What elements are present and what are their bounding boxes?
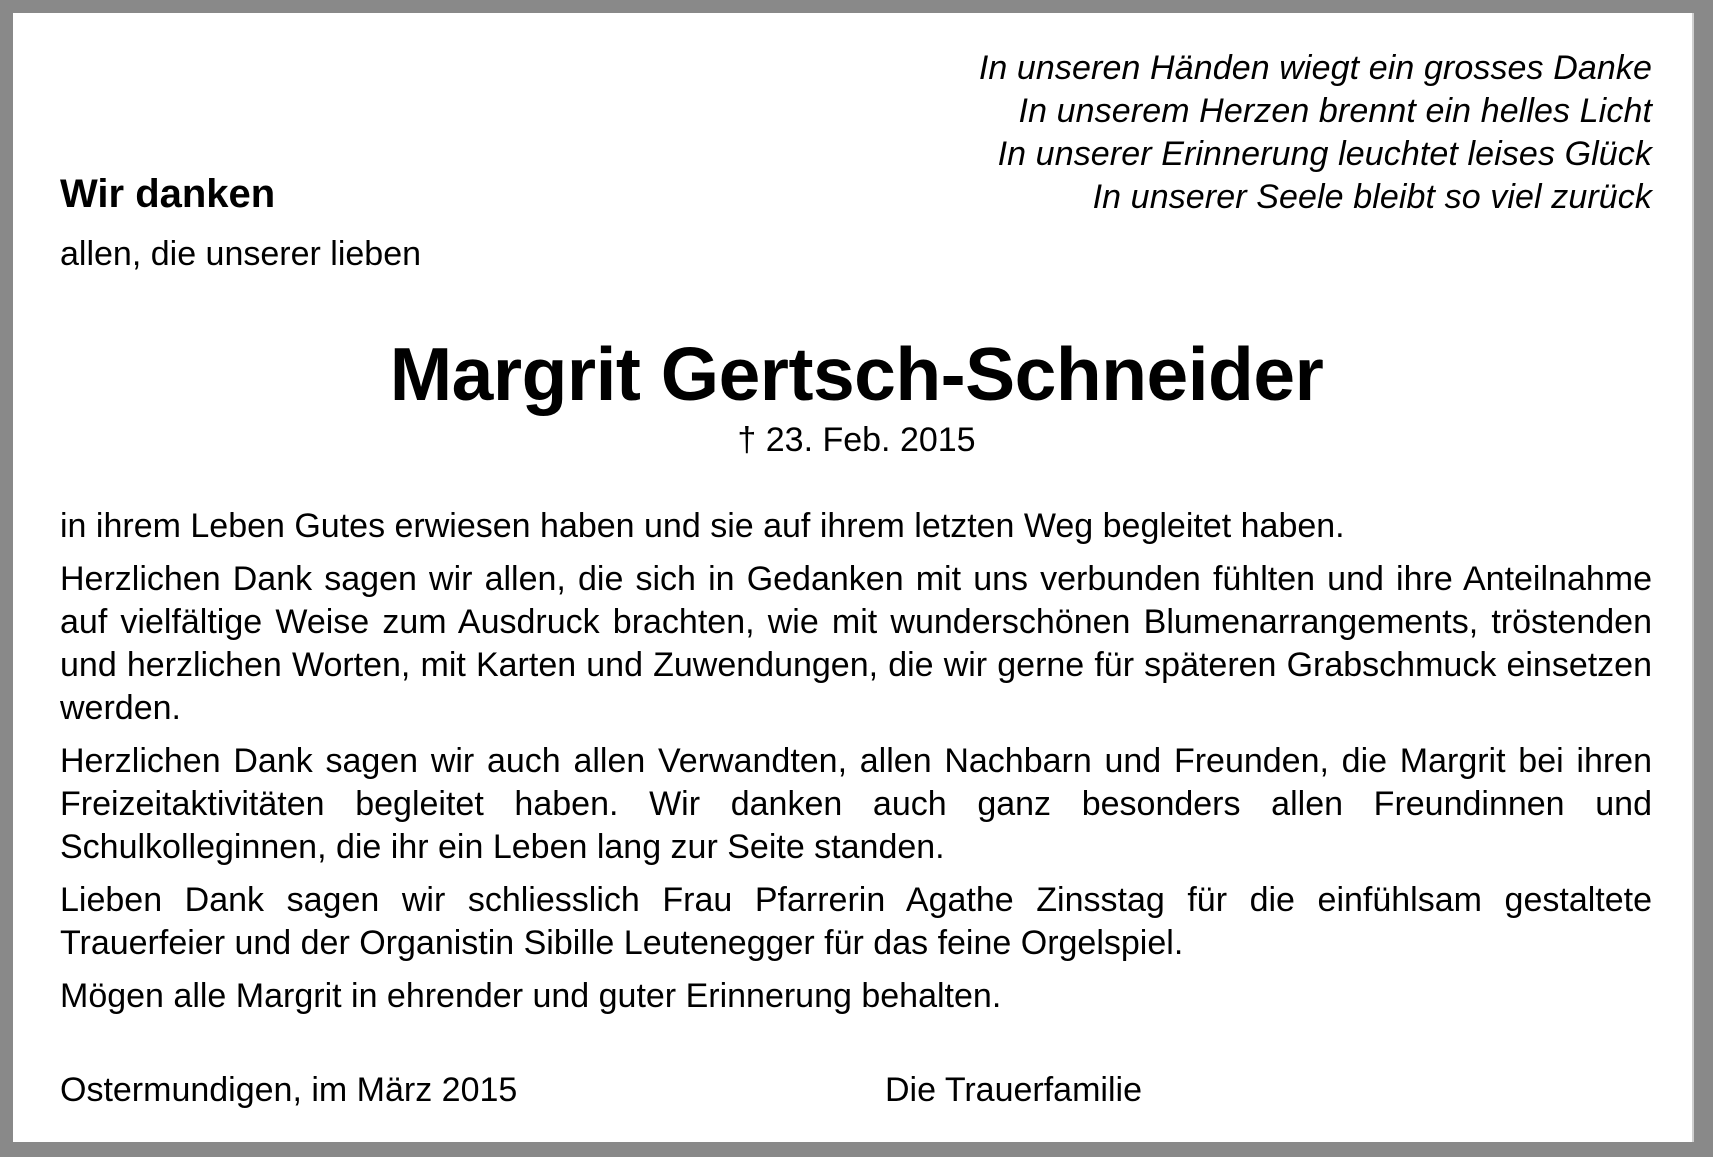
frame-edge	[1692, 13, 1694, 1142]
poem-line: In unserem Herzen brennt ein helles Licht	[1018, 92, 1652, 130]
body-paragraph: Herzlichen Dank sagen wir allen, die sich in Gedanken mit uns verbunden fühlten und ihre Anteilnahme auf vielfältige Weise zum Ausdruck brachten, wie mit wunderschönen Blumenarrangements, tröstenden und herzlichen Worten, mit Karten und Zuwendungen, die wir gerne für späteren Grabschmuck einsetzen werden.	[60, 560, 1652, 727]
poem-line: In unserer Seele bleibt so viel zurück	[1092, 178, 1652, 216]
body-paragraph: Lieben Dank sagen wir schliesslich Frau Pfarrerin Agathe Zinsstag für die einfühlsam gestaltete Trauerfeier und der Organistin Sibille Leutenegger für das feine Orgelspiel.	[60, 881, 1652, 962]
body-paragraph: Herzlichen Dank sagen wir auch allen Verwandten, allen Nachbarn und Freunden, die Margrit bei ihren Freizeitaktivitäten begleitet haben. Wir danken auch ganz besonders allen Freundinnen und Schulkolleginnen, die ihr ein Leben lang zur Seite standen.	[60, 742, 1652, 866]
body-paragraph: in ihrem Leben Gutes erwiesen haben und sie auf ihrem letzten Weg begleitet haben.	[60, 507, 1345, 545]
thanks-body	[60, 505, 1652, 1028]
body-paragraph: Mögen alle Margrit in ehrender und guter Erinnerung behalten.	[60, 977, 1002, 1015]
intro-text: allen, die unserer lieben	[60, 235, 422, 273]
poem-line: In unserer Erinnerung leuchtet leises Glück	[997, 135, 1652, 173]
death-date: † 23. Feb. 2015	[737, 421, 976, 459]
signature: Die Trauerfamilie	[885, 1071, 1142, 1109]
notice-heading: Wir danken	[60, 172, 276, 216]
place-date: Ostermundigen, im März 2015	[60, 1071, 518, 1109]
deceased-name: Margrit Gertsch-Schneider	[389, 332, 1324, 416]
poem-line: In unseren Händen wiegt ein grosses Danke	[978, 49, 1652, 87]
poem-verse	[752, 47, 1652, 219]
